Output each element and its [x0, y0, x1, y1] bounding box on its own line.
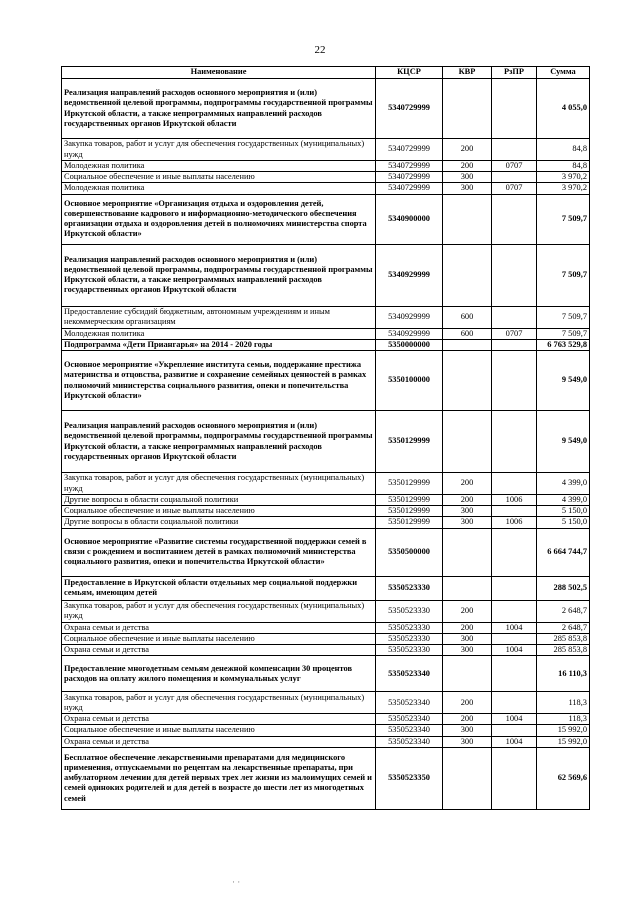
- row-rzpr-cell: 0707: [492, 183, 537, 194]
- row-kvr-cell: 300: [443, 172, 492, 183]
- row-name-cell: Охрана семьи и детства: [62, 622, 376, 633]
- row-name-cell: Закупка товаров, работ и услуг для обеспечения государственных (муниципальных) нужд: [62, 692, 376, 714]
- row-name-cell: Предоставление субсидий бюджетным, автономным учреждениям и иным некоммерческим организациям: [62, 306, 376, 328]
- row-name-cell: Реализация направлений расходов основного мероприятия и (или) ведомственной целевой программы, подпрограммы государственной программы Иркутской области, а также непрограммных направлений расходов государственных органов Иркутской области: [62, 411, 376, 473]
- row-rzpr-cell: 1004: [492, 736, 537, 747]
- row-rzpr-cell: [492, 747, 537, 809]
- row-kcsr-cell: 5350523330: [376, 645, 443, 656]
- table-row: [62, 79, 590, 139]
- row-name-cell: Основное мероприятие «Развитие системы государственной поддержки семей в связи с рождением и воспитанием детей в рамках полномочий министерства социального развития, опеки и попечительства Иркутской области»: [62, 528, 376, 576]
- row-kvr-cell: 600: [443, 306, 492, 328]
- table-row: [62, 244, 590, 306]
- row-kvr-cell: [443, 576, 492, 600]
- row-sum-cell: 5 150,0: [537, 506, 590, 517]
- row-kcsr-cell: 5350523350: [376, 747, 443, 809]
- row-kcsr-cell: 5350129999: [376, 411, 443, 473]
- row-name-cell: Подпрограмма «Дети Приангарья» на 2014 - 2020 годы: [62, 339, 376, 350]
- budget-table: [61, 66, 590, 810]
- row-rzpr-cell: 1006: [492, 495, 537, 506]
- row-kcsr-cell: 5350523330: [376, 576, 443, 600]
- row-kcsr-cell: 5340729999: [376, 79, 443, 139]
- row-rzpr-cell: [492, 725, 537, 736]
- row-kcsr-cell: 5350523330: [376, 600, 443, 622]
- table-row: [62, 339, 590, 350]
- row-kvr-cell: [443, 351, 492, 411]
- table-row: [62, 747, 590, 809]
- row-kcsr-cell: 5350523330: [376, 622, 443, 633]
- row-sum-cell: 84,8: [537, 161, 590, 172]
- row-kvr-cell: 300: [443, 645, 492, 656]
- row-sum-cell: 15 992,0: [537, 736, 590, 747]
- row-name-cell: Бесплатное обеспечение лекарственными препаратами для медицинского применения, отпускаемыми по рецептам на лекарственные препараты, при амбулаторном лечении для детей первых трех лет жизни из малоимущих семей и семей одиноких родителей и для детей в возрасте до шести лет из многодетных семей: [62, 747, 376, 809]
- row-kcsr-cell: 5350523340: [376, 725, 443, 736]
- row-kvr-cell: 300: [443, 506, 492, 517]
- row-kcsr-cell: 5340900000: [376, 194, 443, 244]
- row-name-cell: Закупка товаров, работ и услуг для обеспечения государственных (муниципальных) нужд: [62, 600, 376, 622]
- table-body: [62, 79, 590, 810]
- row-sum-cell: 84,8: [537, 139, 590, 161]
- row-kcsr-cell: 5350500000: [376, 528, 443, 576]
- row-sum-cell: 7 509,7: [537, 244, 590, 306]
- row-rzpr-cell: [492, 172, 537, 183]
- row-sum-cell: 5 150,0: [537, 517, 590, 528]
- row-kcsr-cell: 5340729999: [376, 183, 443, 194]
- row-sum-cell: 4 399,0: [537, 495, 590, 506]
- row-kcsr-cell: 5340729999: [376, 139, 443, 161]
- row-kvr-cell: 300: [443, 736, 492, 747]
- table-row: [62, 139, 590, 161]
- row-name-cell: Социальное обеспечение и иные выплаты населению: [62, 172, 376, 183]
- row-name-cell: Основное мероприятие «Организация отдыха и оздоровления детей, совершенствование кадрового и информационно-методического обеспечения организации отдыха и оздоровления детей в полномочиях министерства спорта Иркутской области»: [62, 194, 376, 244]
- table-row: [62, 622, 590, 633]
- row-kcsr-cell: 5340929999: [376, 306, 443, 328]
- row-rzpr-cell: [492, 79, 537, 139]
- row-name-cell: Другие вопросы в области социальной политики: [62, 495, 376, 506]
- row-kvr-cell: 200: [443, 139, 492, 161]
- row-rzpr-cell: [492, 339, 537, 350]
- header-sum: Сумма: [537, 67, 590, 79]
- row-kvr-cell: 200: [443, 714, 492, 725]
- row-rzpr-cell: [492, 244, 537, 306]
- row-sum-cell: 4 399,0: [537, 473, 590, 495]
- row-name-cell: Основное мероприятие «Укрепление института семьи, поддержание престижа материнства и отцовства, развитие и сохранение семейных ценностей в рамках полномочий министерства социального развития, опеки и попечительства Иркутской области»: [62, 351, 376, 411]
- row-rzpr-cell: [492, 139, 537, 161]
- row-name-cell: Предоставление в Иркутской области отдельных мер социальной поддержки семьям, имеющим детей: [62, 576, 376, 600]
- table-row: [62, 633, 590, 644]
- row-kvr-cell: [443, 656, 492, 692]
- scan-speckle: · ·: [232, 877, 241, 887]
- row-rzpr-cell: 1004: [492, 622, 537, 633]
- row-sum-cell: 288 502,5: [537, 576, 590, 600]
- row-kcsr-cell: 5340929999: [376, 244, 443, 306]
- row-kvr-cell: [443, 79, 492, 139]
- table-row: [62, 495, 590, 506]
- table-row: [62, 506, 590, 517]
- table-row: [62, 692, 590, 714]
- row-kvr-cell: [443, 244, 492, 306]
- row-kvr-cell: 200: [443, 495, 492, 506]
- row-kcsr-cell: 5350523340: [376, 656, 443, 692]
- row-sum-cell: 285 853,8: [537, 645, 590, 656]
- row-kvr-cell: 600: [443, 328, 492, 339]
- row-sum-cell: 6 763 529,8: [537, 339, 590, 350]
- row-rzpr-cell: [492, 351, 537, 411]
- table-row: [62, 517, 590, 528]
- row-sum-cell: 3 970,2: [537, 172, 590, 183]
- row-name-cell: Молодежная политика: [62, 161, 376, 172]
- row-kvr-cell: 300: [443, 633, 492, 644]
- row-name-cell: Социальное обеспечение и иные выплаты населению: [62, 633, 376, 644]
- row-kcsr-cell: 5350129999: [376, 506, 443, 517]
- row-sum-cell: 7 509,7: [537, 328, 590, 339]
- row-kcsr-cell: 5350523330: [376, 633, 443, 644]
- row-sum-cell: 118,3: [537, 692, 590, 714]
- row-name-cell: Социальное обеспечение и иные выплаты населению: [62, 725, 376, 736]
- row-kvr-cell: 300: [443, 725, 492, 736]
- row-kvr-cell: [443, 411, 492, 473]
- row-kcsr-cell: 5350523340: [376, 736, 443, 747]
- header-name: Наименование: [62, 67, 376, 79]
- header-kvr: КВР: [443, 67, 492, 79]
- row-kcsr-cell: 5350523340: [376, 714, 443, 725]
- row-rzpr-cell: [492, 528, 537, 576]
- row-kvr-cell: [443, 747, 492, 809]
- table-row: [62, 183, 590, 194]
- table-row: [62, 194, 590, 244]
- page-number: 22: [314, 44, 326, 56]
- row-kvr-cell: 200: [443, 473, 492, 495]
- table-row: [62, 528, 590, 576]
- table-row: [62, 306, 590, 328]
- row-kcsr-cell: 5350000000: [376, 339, 443, 350]
- row-rzpr-cell: 1006: [492, 517, 537, 528]
- row-rzpr-cell: [492, 600, 537, 622]
- row-kvr-cell: [443, 194, 492, 244]
- row-kcsr-cell: 5340929999: [376, 328, 443, 339]
- table-row: [62, 725, 590, 736]
- row-kcsr-cell: 5340729999: [376, 161, 443, 172]
- row-kcsr-cell: 5350129999: [376, 473, 443, 495]
- row-name-cell: Реализация направлений расходов основного мероприятия и (или) ведомственной целевой программы, подпрограммы государственной программы Иркутской области, а также непрограммных направлений расходов государственных органов Иркутской области: [62, 79, 376, 139]
- row-kcsr-cell: 5350129999: [376, 517, 443, 528]
- row-kcsr-cell: 5350100000: [376, 351, 443, 411]
- table-header-row: [62, 67, 590, 79]
- row-rzpr-cell: [492, 473, 537, 495]
- row-kvr-cell: 200: [443, 600, 492, 622]
- row-rzpr-cell: 0707: [492, 328, 537, 339]
- row-sum-cell: 15 992,0: [537, 725, 590, 736]
- row-kvr-cell: 300: [443, 183, 492, 194]
- row-sum-cell: 9 549,0: [537, 351, 590, 411]
- table-row: [62, 161, 590, 172]
- row-kvr-cell: [443, 528, 492, 576]
- row-kvr-cell: 200: [443, 161, 492, 172]
- row-sum-cell: 9 549,0: [537, 411, 590, 473]
- header-kcsr: КЦСР: [376, 67, 443, 79]
- row-name-cell: Молодежная политика: [62, 183, 376, 194]
- row-kvr-cell: 200: [443, 622, 492, 633]
- table-row: [62, 328, 590, 339]
- row-name-cell: Другие вопросы в области социальной политики: [62, 517, 376, 528]
- row-sum-cell: 6 664 744,7: [537, 528, 590, 576]
- row-rzpr-cell: [492, 656, 537, 692]
- row-name-cell: Закупка товаров, работ и услуг для обеспечения государственных (муниципальных) нужд: [62, 139, 376, 161]
- row-kcsr-cell: 5350129999: [376, 495, 443, 506]
- row-rzpr-cell: [492, 411, 537, 473]
- row-sum-cell: 285 853,8: [537, 633, 590, 644]
- table-row: [62, 600, 590, 622]
- header-rzpr: РзПР: [492, 67, 537, 79]
- row-sum-cell: 2 648,7: [537, 600, 590, 622]
- row-sum-cell: 3 970,2: [537, 183, 590, 194]
- row-name-cell: Охрана семьи и детства: [62, 645, 376, 656]
- row-sum-cell: 118,3: [537, 714, 590, 725]
- table-row: [62, 172, 590, 183]
- row-rzpr-cell: [492, 306, 537, 328]
- row-name-cell: Охрана семьи и детства: [62, 714, 376, 725]
- table-row: [62, 473, 590, 495]
- table-row: [62, 656, 590, 692]
- row-sum-cell: 2 648,7: [537, 622, 590, 633]
- row-sum-cell: 4 055,0: [537, 79, 590, 139]
- row-rzpr-cell: [492, 194, 537, 244]
- row-name-cell: Охрана семьи и детства: [62, 736, 376, 747]
- row-kcsr-cell: 5340729999: [376, 172, 443, 183]
- row-sum-cell: 16 110,3: [537, 656, 590, 692]
- row-rzpr-cell: [492, 506, 537, 517]
- row-name-cell: Молодежная политика: [62, 328, 376, 339]
- table-row: [62, 411, 590, 473]
- table-row: [62, 714, 590, 725]
- row-kvr-cell: 300: [443, 517, 492, 528]
- row-name-cell: Социальное обеспечение и иные выплаты населению: [62, 506, 376, 517]
- row-rzpr-cell: [492, 692, 537, 714]
- table-row: [62, 351, 590, 411]
- row-name-cell: Предоставление многодетным семьям денежной компенсации 30 процентов расходов на оплату жилого помещения и коммунальных услуг: [62, 656, 376, 692]
- row-rzpr-cell: 1004: [492, 645, 537, 656]
- row-kcsr-cell: 5350523340: [376, 692, 443, 714]
- row-rzpr-cell: 0707: [492, 161, 537, 172]
- row-name-cell: Реализация направлений расходов основного мероприятия и (или) ведомственной целевой программы, подпрограммы государственной программы Иркутской области, а также непрограммных направлений расходов государственных органов Иркутской области: [62, 244, 376, 306]
- row-sum-cell: 7 509,7: [537, 306, 590, 328]
- row-rzpr-cell: [492, 633, 537, 644]
- row-rzpr-cell: [492, 576, 537, 600]
- row-sum-cell: 7 509,7: [537, 194, 590, 244]
- row-sum-cell: 62 569,6: [537, 747, 590, 809]
- row-kvr-cell: [443, 339, 492, 350]
- table-row: [62, 736, 590, 747]
- row-kvr-cell: 200: [443, 692, 492, 714]
- row-name-cell: Закупка товаров, работ и услуг для обеспечения государственных (муниципальных) нужд: [62, 473, 376, 495]
- table-row: [62, 645, 590, 656]
- row-rzpr-cell: 1004: [492, 714, 537, 725]
- table-row: [62, 576, 590, 600]
